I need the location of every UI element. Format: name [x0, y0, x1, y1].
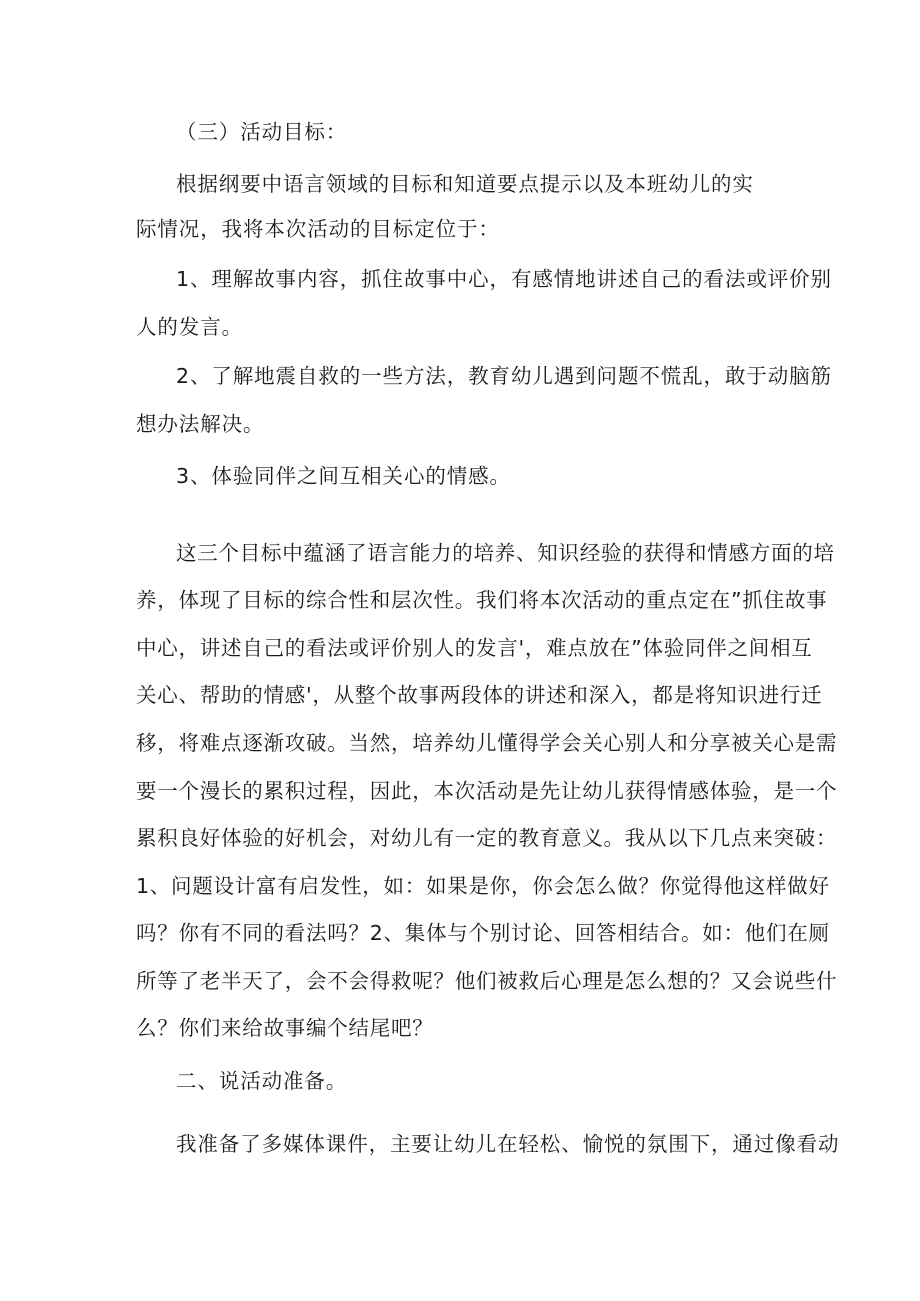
analysis-line-6: 要一个漫长的累积过程，因此，本次活动是先让幼儿获得情感体验，是一个 [136, 779, 838, 803]
analysis-line-7: 累积良好体验的好机会，对幼儿有一定的教育意义。我从以下几点来突破： [136, 826, 838, 850]
section-heading-preparation: 二、说活动准备。 [176, 1069, 348, 1093]
analysis-line-2: 养，体现了目标的综合性和层次性。我们将本次活动的重点定在”抓住故事 [136, 588, 828, 612]
preparation-paragraph-line-1: 我准备了多媒体课件，主要让幼儿在轻松、愉悦的氛围下，通过像看动 [176, 1132, 840, 1156]
goal-2-line-2: 想办法解决。 [136, 412, 265, 436]
analysis-line-9: 吗？你有不同的看法吗？2、集体与个别讨论、回答相结合。如：他们在厕 [136, 921, 830, 945]
analysis-line-1: 这三个目标中蕴涵了语言能力的培养、知识经验的获得和情感方面的培 [176, 541, 835, 565]
intro-paragraph-line-1: 根据纲要中语言领域的目标和知道要点提示以及本班幼儿的实 [176, 172, 754, 196]
goal-1-line-1: 1、理解故事内容，抓住故事中心，有感情地讲述自己的看法或评价别 [176, 267, 832, 291]
goal-1-line-2: 人的发言。 [136, 315, 243, 339]
analysis-line-4: 关心、帮助的情感'，从整个故事两段体的讲述和深入，都是将知识进行迁 [136, 683, 823, 707]
section-heading-goals: （三）活动目标： [176, 120, 348, 144]
analysis-line-8: 1、问题设计富有启发性，如：如果是你，你会怎么做？你觉得他这样做好 [136, 874, 830, 898]
analysis-line-10: 所等了老半天了，会不会得救呢？他们被救后心理是怎么想的？又会说些什 [136, 969, 838, 993]
analysis-line-5: 移，将难点逐渐攻破。当然，培养幼儿懂得学会关心别人和分享被关心是需 [136, 731, 838, 755]
intro-paragraph-line-2: 际情况，我将本次活动的目标定位于： [136, 217, 500, 241]
goal-2-line-1: 2、了解地震自救的一些方法，教育幼儿遇到问题不慌乱，敢于动脑筋 [176, 364, 832, 388]
goal-3: 3、体验同伴之间互相关心的情感。 [176, 464, 511, 488]
analysis-line-11: 么？你们来给故事编个结尾吧？ [136, 1016, 434, 1040]
analysis-line-3: 中心，讲述自己的看法或评价别人的发言'，难点放在”体验同伴之间相互 [136, 636, 813, 660]
